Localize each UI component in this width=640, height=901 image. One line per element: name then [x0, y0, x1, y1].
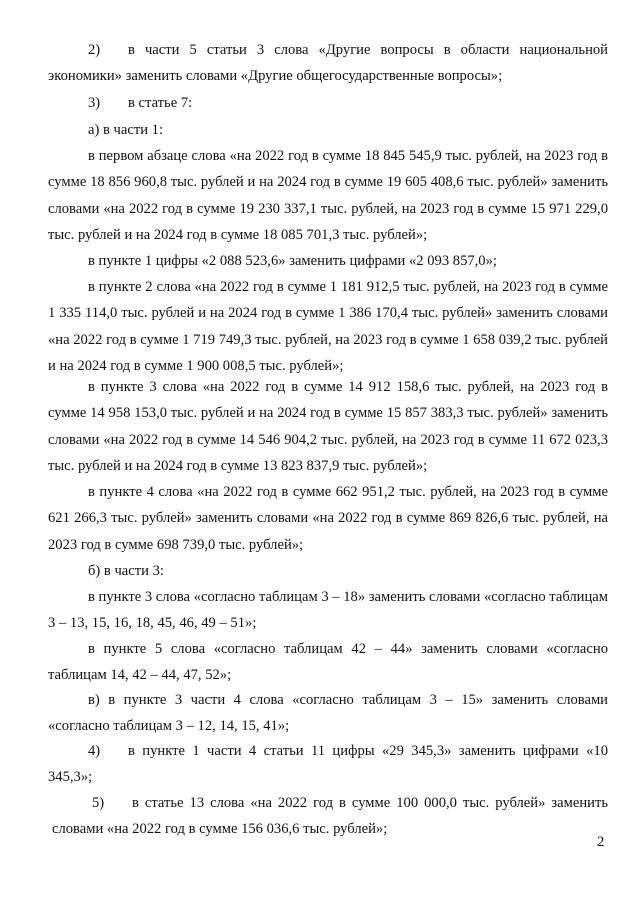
paragraph-item-5 — [52, 790, 608, 843]
paragraph-subitem-b — [48, 558, 608, 584]
paragraph-item-3 — [48, 90, 608, 116]
paragraph-text: в пункте 3 слова «согласно таблицам 3 – 18» заменить словами «согласно таблицам 3 – 13, 15, 16, 18, 45, 46, 49 – 51»; — [48, 589, 608, 632]
paragraph-text: в пункте 3 слова «на 2022 год в сумме 14 912 158,6 тыс. рублей, на 2023 год в сумме 14 958 153,0 тыс. рублей и на 2024 год в сумме 15 857 383,3 тыс. рублей» заменить словами «на 2022 год в сумме 14 546 904,2 тыс. рублей, на 2023 год в сумме 11 672 023,3 тыс. рублей и на 2024 год в сумме 13 823 837,9 тыс. рублей»; — [48, 379, 608, 475]
item-number: 2) — [88, 42, 101, 58]
paragraph-b-point-3 — [48, 584, 608, 637]
paragraph-text: в статье 7: — [128, 95, 193, 111]
paragraph-text: б) в части 3: — [88, 563, 164, 579]
paragraph-item-4 — [48, 738, 608, 791]
paragraph-point-1 — [48, 248, 608, 274]
paragraph-text: в первом абзаце слова «на 2022 год в сумме 18 845 545,9 тыс. рублей, на 2023 год в сумме 18 856 960,8 тыс. рублей и на 2024 год в сумме 19 605 408,6 тыс. рублей» заменить словами «на 2022 год в сумме 19 230 337,1 тыс. рублей, на 2023 год в сумме 15 971 229,0 тыс. рублей и на 2024 год в сумме 18 085 701,3 тыс. рублей»; — [48, 148, 608, 244]
paragraph-text: в пункте 4 слова «на 2022 год в сумме 662 951,2 тыс. рублей, на 2023 год в сумме 621 266,3 тыс. рублей» заменить словами «на 2022 год в сумме 869 826,6 тыс. рублей, на 2023 год в сумме 698 739,0 тыс. рублей»; — [48, 484, 608, 553]
paragraph-item-2 — [48, 37, 608, 90]
paragraph-b-point-5 — [48, 636, 608, 689]
item-number: 5) — [92, 795, 105, 811]
paragraph-text: в пункте 1 части 4 статьи 11 цифры «29 345,3» заменить цифрами «10 345,3»; — [48, 743, 608, 786]
page-number: 2 — [597, 834, 605, 850]
paragraph-point-4 — [48, 479, 608, 558]
paragraph-subitem-a — [48, 117, 608, 143]
paragraph-text: а) в части 1: — [88, 122, 164, 138]
paragraph-text: в) в пункте 3 части 4 слова «согласно таблицам 3 – 15» заменить словами «согласно таблицам 3 – 12, 14, 15, 41»; — [48, 692, 608, 735]
paragraph-point-3 — [48, 374, 608, 480]
paragraph-text: в пункте 5 слова «согласно таблицам 42 – 44» заменить словами «согласно таблицам 14, 42 – 44, 47, 52»; — [48, 641, 608, 684]
paragraph-text: в статье 13 слова «на 2022 год в сумме 100 000,0 тыс. рублей» заменить словами «на 2022 год в сумме 156 036,6 тыс. рублей»; — [52, 795, 608, 838]
paragraph-point-2 — [48, 274, 608, 380]
paragraph-subitem-v — [48, 687, 608, 740]
paragraph-first-abzac — [48, 143, 608, 249]
paragraph-text: в части 5 статьи 3 слова «Другие вопросы в области национальной экономики» заменить словами «Другие общегосударственные вопросы»; — [48, 42, 608, 85]
paragraph-text: в пункте 2 слова «на 2022 год в сумме 1 181 912,5 тыс. рублей, на 2023 год в сумме 1 335 114,0 тыс. рублей и на 2024 год в сумме 1 386 170,4 тыс. рублей» заменить словами «на 2022 год в сумме 1 719 749,3 тыс. рублей, на 2023 год в сумме 1 658 039,2 тыс. рублей и на 2024 год в сумме 1 900 008,5 тыс. рублей»; — [48, 279, 608, 375]
item-number: 3) — [88, 95, 101, 111]
item-number: 4) — [88, 743, 101, 759]
paragraph-text: в пункте 1 цифры «2 088 523,6» заменить цифрами «2 093 857,0»; — [88, 253, 497, 269]
